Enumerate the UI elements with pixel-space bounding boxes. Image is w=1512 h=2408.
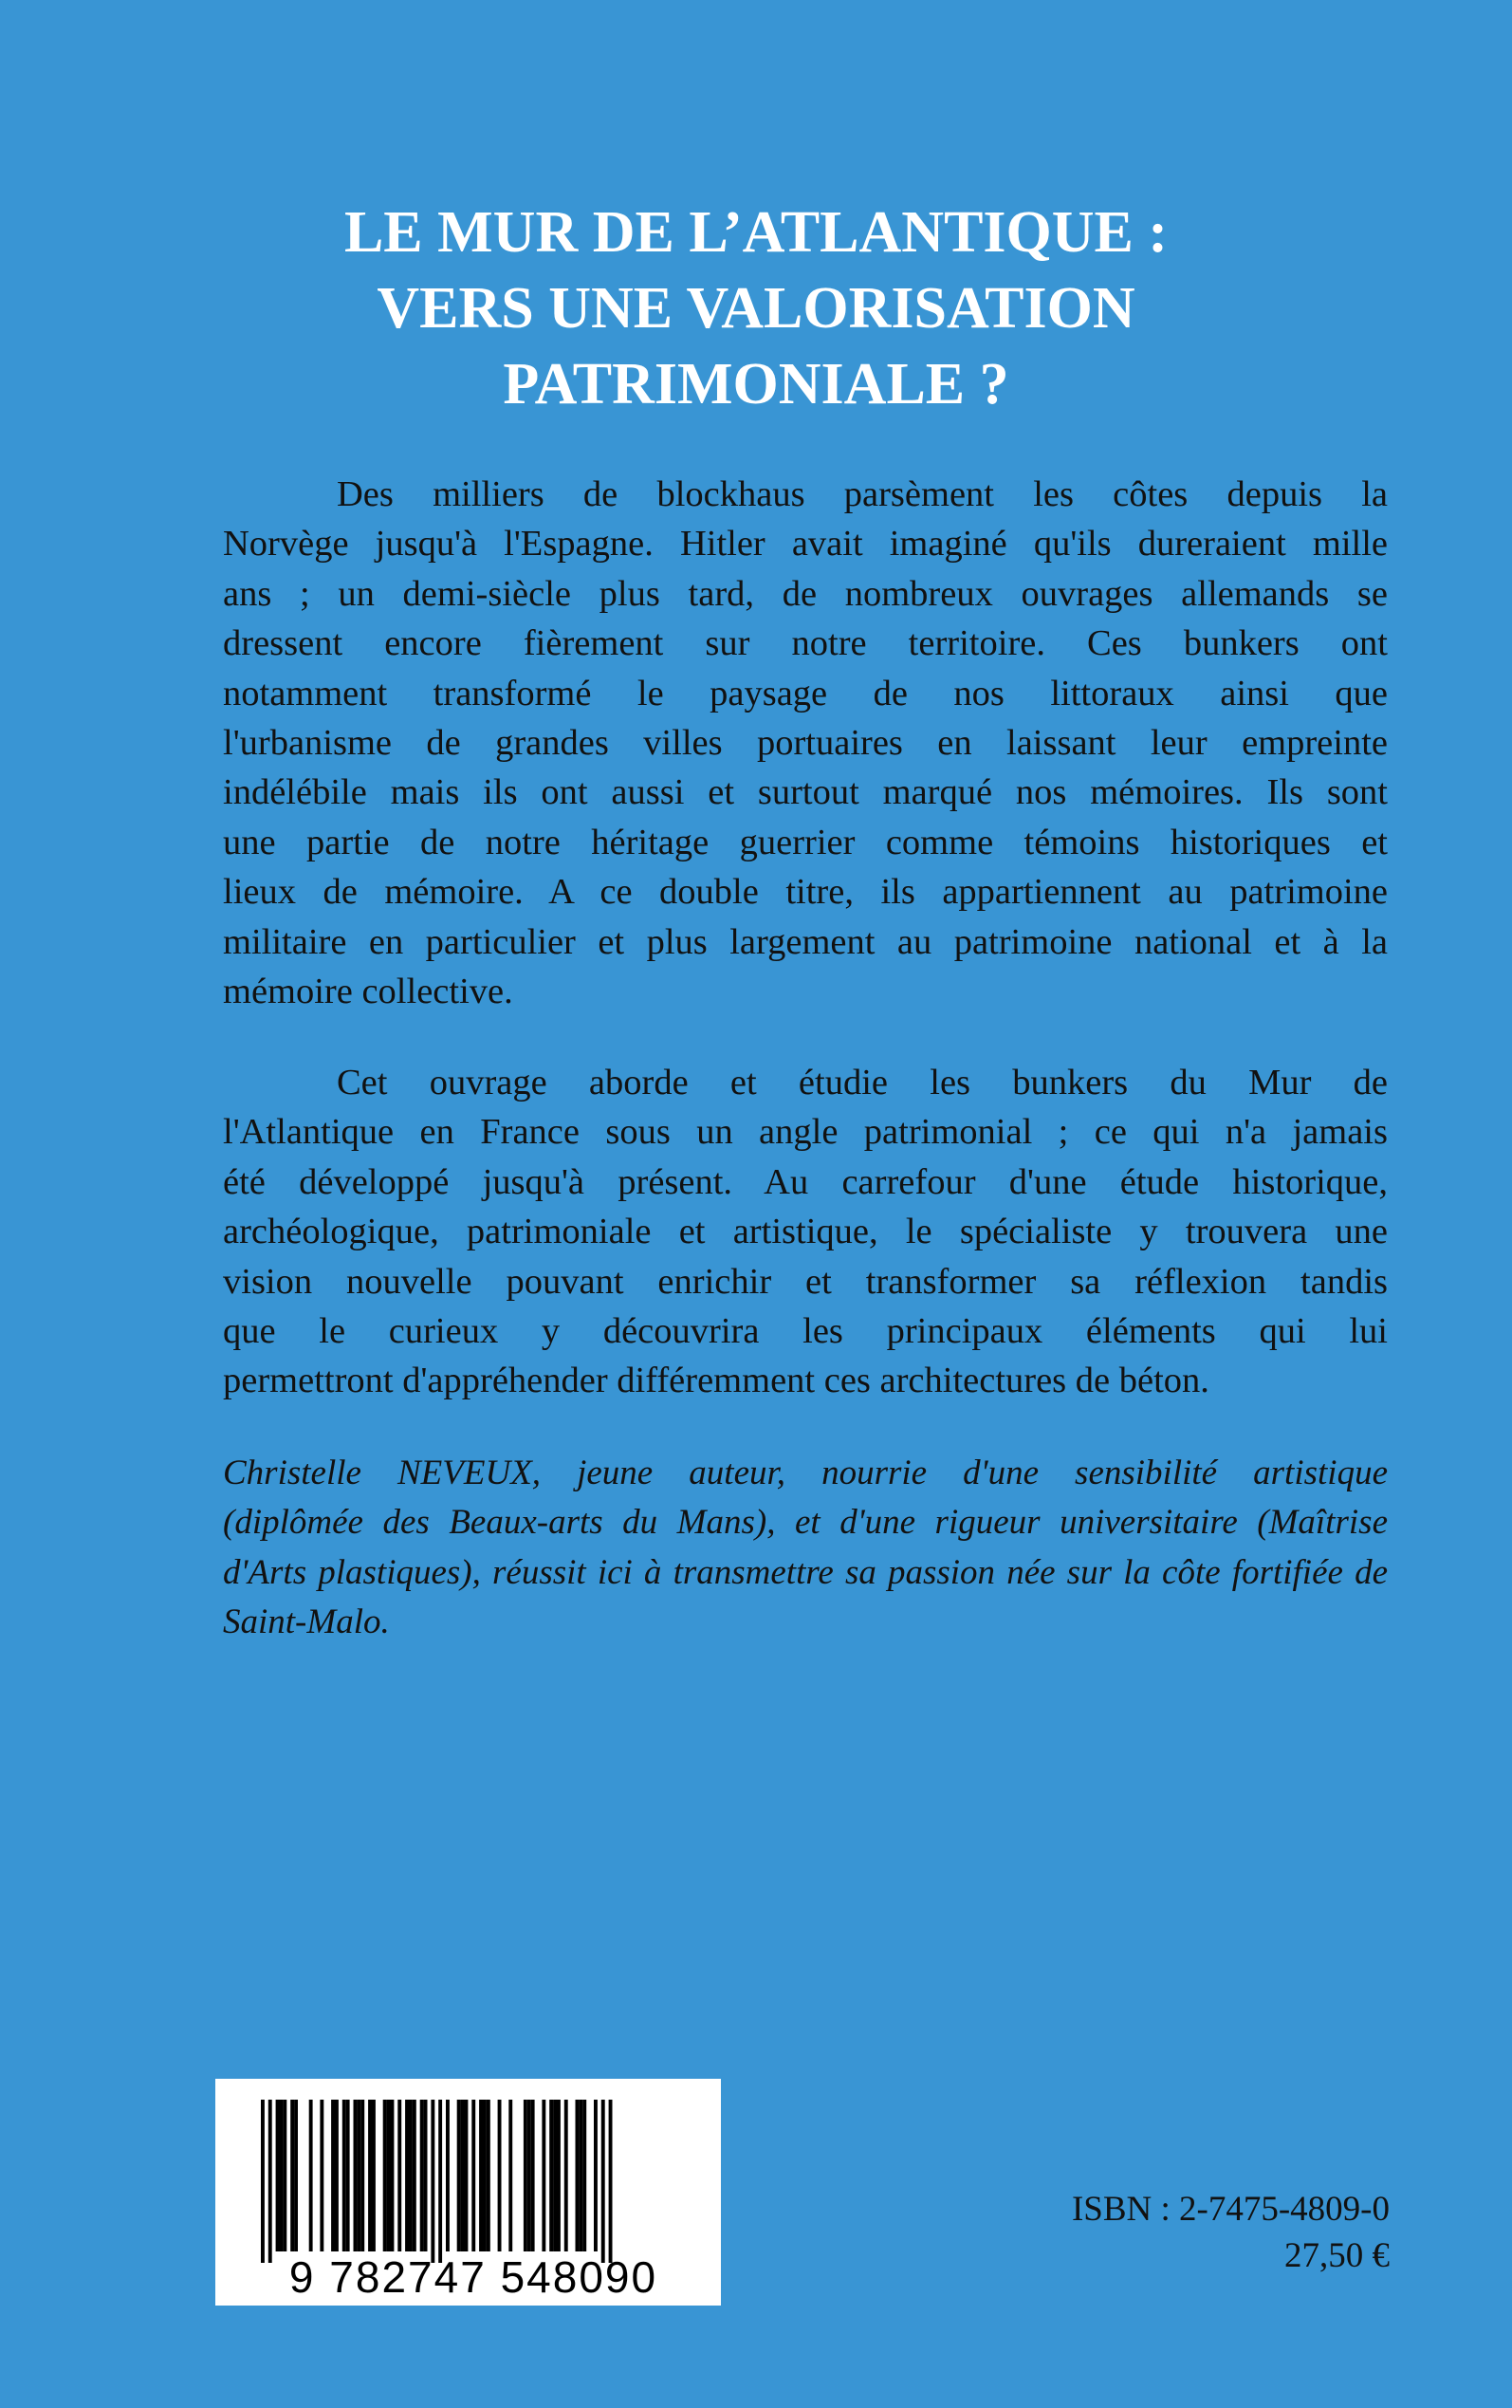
barcode-bar (368, 2100, 372, 2251)
barcode-bar (553, 2100, 557, 2251)
text-line: lieux de mémoire. A ce double titre, ils appartiennent au patrimoine (223, 872, 1388, 913)
barcode-bar (582, 2100, 586, 2251)
text-line: (diplômée des Beaux-arts du Mans), et d'une rigueur universitaire (Maîtrise (223, 1503, 1388, 1543)
barcode-bar (283, 2100, 286, 2251)
barcode-bar (471, 2100, 475, 2251)
isbn-label: ISBN : 2-7475-4809-0 (1071, 2190, 1390, 2229)
barcode-bar (424, 2100, 428, 2251)
barcode-bar (557, 2100, 561, 2251)
barcode (215, 2079, 721, 2306)
barcode-bar (438, 2100, 442, 2263)
barcode-bar (594, 2100, 598, 2251)
barcode-bar (320, 2100, 323, 2251)
barcode-bar (609, 2100, 613, 2263)
barcode-bar (294, 2100, 298, 2251)
barcode-bar (576, 2100, 580, 2251)
barcode-bar (360, 2100, 364, 2251)
barcode-bar (549, 2100, 553, 2251)
barcode-bar (413, 2100, 416, 2251)
text-line: Cet ouvrage aborde et étudie les bunkers du Mur de (337, 1063, 1388, 1102)
barcode-bar (487, 2100, 490, 2251)
author-bio (223, 1449, 1388, 1648)
barcode-bar (405, 2100, 409, 2251)
barcode-bar (387, 2100, 391, 2251)
barcode-bar (508, 2100, 512, 2251)
price-label: 27,50 € (1284, 2236, 1390, 2275)
barcode-bar (372, 2100, 376, 2251)
barcode-bar (420, 2100, 424, 2251)
barcode-bar (461, 2100, 465, 2251)
barcode-bar (498, 2100, 502, 2251)
barcode-bar (564, 2100, 568, 2251)
text-line: Saint-Malo. (223, 1602, 390, 1642)
text-line: une partie de notre héritage guerrier comme témoins historiques et (223, 822, 1388, 862)
text-line: vision nouvelle pouvant enrichir et transformer sa réflexion tandis (223, 1261, 1388, 1302)
text-line: notamment transformé le paysage de nos littoraux ainsi que (223, 673, 1388, 713)
text-line: d'Arts plastiques), réussit ici à transmettre sa passion née sur la côte fortifiée de (223, 1552, 1388, 1592)
text-line: Norvège jusqu'à l'Espagne. Hitler avait imaginé qu'ils dureraient mille (223, 524, 1388, 565)
text-line: Des milliers de blockhaus parsèment les côtes depuis la (337, 474, 1388, 514)
text-line: été développé jusqu'à présent. Au carrefour d'une étude historique, (223, 1161, 1388, 1202)
barcode-bar (268, 2100, 272, 2263)
barcode-bar (391, 2100, 395, 2251)
barcode-bar (397, 2100, 401, 2251)
barcode-bar (346, 2100, 350, 2251)
text-line: archéologique, patrimoniale et artistique, le spécialiste y trouvera une (223, 1212, 1388, 1252)
barcode-bar (479, 2100, 483, 2251)
barcode-bar (331, 2100, 335, 2251)
barcode-bar (280, 2100, 284, 2251)
title-line: VERS UNE VALORISATION (377, 276, 1135, 341)
barcode-bar (465, 2100, 469, 2251)
barcode-bar (431, 2100, 434, 2263)
barcode-digits: 9 782747 548090 (288, 2252, 658, 2302)
barcode-bar (601, 2100, 605, 2263)
barcode-bar (357, 2100, 360, 2251)
title-line: PATRIMONIALE ? (503, 352, 1009, 417)
barcode-bar (457, 2100, 461, 2251)
barcode-bar (335, 2100, 339, 2251)
text-line: indélébile mais ils ont aussi et surtout marqué nos mémoires. Ils sont (223, 772, 1388, 813)
text-line: Christelle NEVEUX, jeune auteur, nourrie d'une sensibilité artistique (223, 1454, 1388, 1492)
barcode-bar (579, 2100, 582, 2251)
barcode-bar (342, 2100, 346, 2251)
text-line: que le curieux y découvrira les principaux éléments qui lui (223, 1311, 1388, 1352)
barcode-bar (309, 2100, 313, 2251)
text-line: l'urbanisme de grandes villes portuaires en laissant leur empreinte (223, 723, 1388, 764)
barcode-bar (290, 2100, 294, 2251)
description-paragraph-2 (223, 1058, 1388, 1406)
barcode-bar (527, 2100, 531, 2251)
text-line: dressent encore fièrement sur notre territoire. Ces bunkers ont (223, 623, 1388, 664)
text-line: militaire en particulier et plus largement au patrimoine national et à la (223, 921, 1388, 962)
text-line: permettront d'appréhender différemment ces architectures de béton. (223, 1361, 1209, 1401)
barcode-bar (446, 2100, 450, 2251)
title-line: LE MUR DE L’ATLANTIQUE : (343, 200, 1169, 265)
text-line: mémoire collective. (223, 972, 513, 1012)
text-line: l'Atlantique en France sous un angle patrimonial ; ce qui n'a jamais (223, 1112, 1388, 1153)
barcode-bar (354, 2100, 358, 2251)
barcode-bar (276, 2100, 280, 2251)
barcode-bar (524, 2100, 527, 2251)
barcode-bar (531, 2100, 535, 2251)
barcode-bar (409, 2100, 413, 2251)
text-line: ans ; un demi-siècle plus tard, de nombreux ouvrages allemands se (223, 573, 1388, 614)
barcode-bar (261, 2100, 265, 2263)
barcode-bar (542, 2100, 545, 2251)
barcode-bar (483, 2100, 487, 2251)
book-title (0, 194, 1512, 422)
barcode-bar (383, 2100, 387, 2251)
barcode-graphic (215, 2079, 721, 2306)
description-paragraph-1 (223, 470, 1388, 1016)
